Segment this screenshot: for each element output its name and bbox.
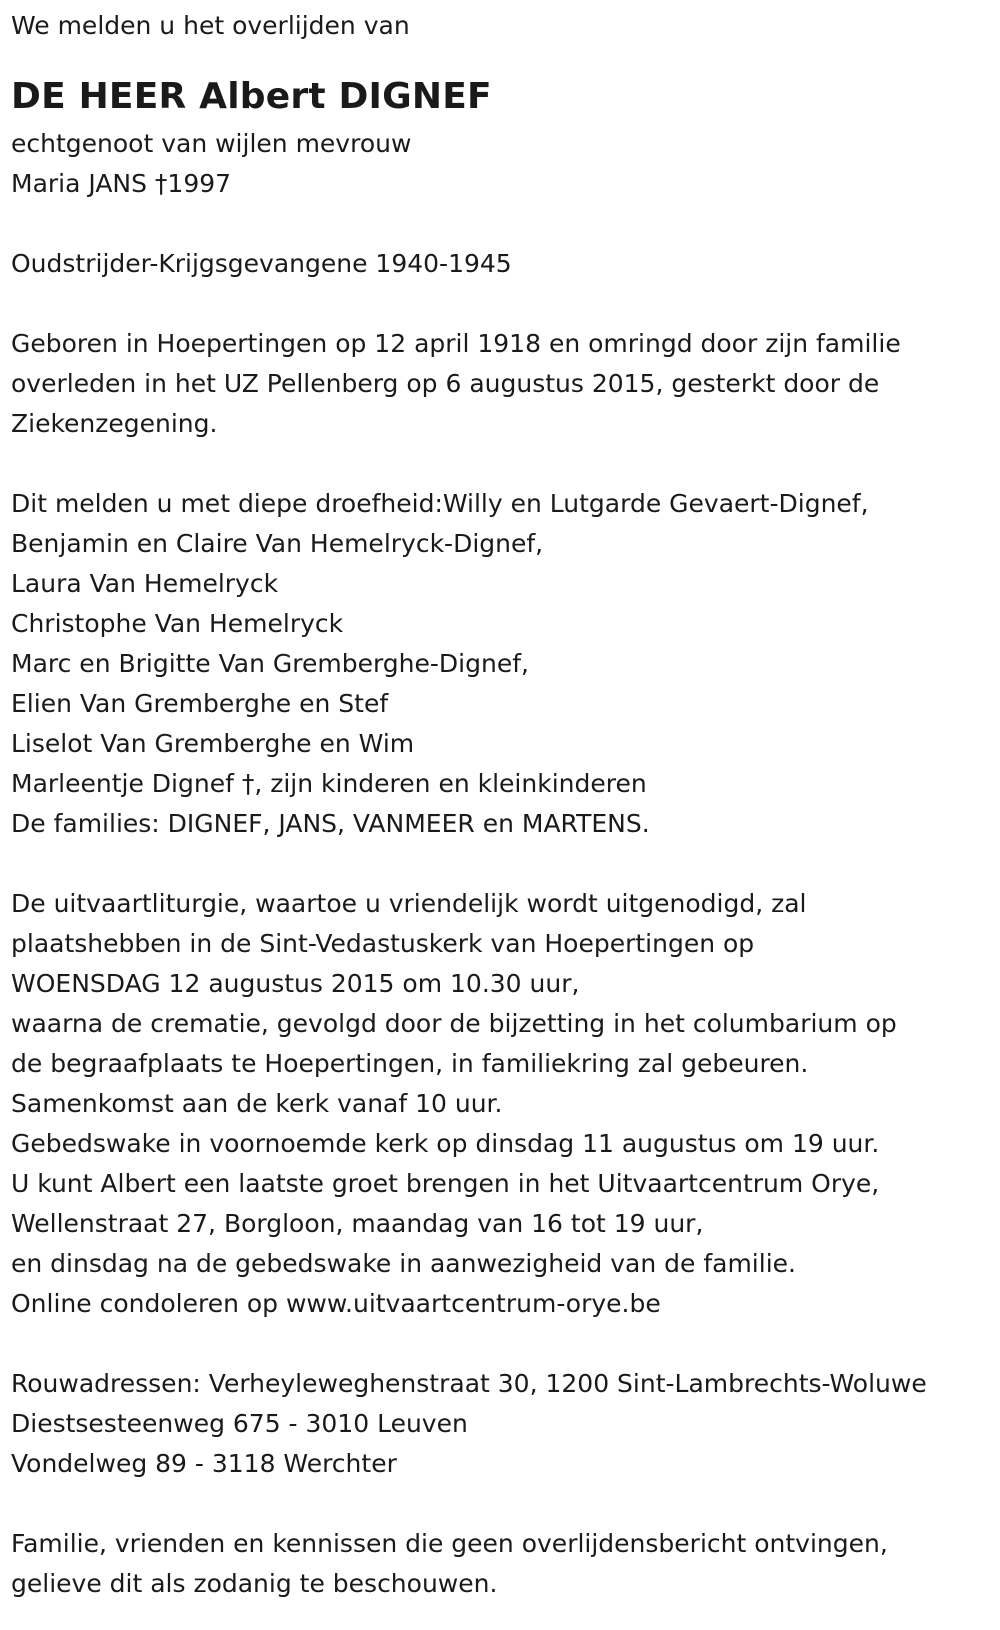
- paragraph-line: gelieve dit als zodanig te beschouwen.: [11, 1569, 498, 1598]
- family-paragraph: [11, 484, 1000, 844]
- paragraph-line: Wellenstraat 27, Borgloon, maandag van 16 tot 19 uur,: [11, 1209, 704, 1238]
- paragraph-line: U kunt Albert een laatste groet brengen in het Uitvaartcentrum Orye,: [11, 1169, 880, 1198]
- addresses-paragraph: [11, 1364, 1000, 1484]
- funeral-paragraph: [11, 884, 1000, 1324]
- paragraph-line: waarna de crematie, gevolgd door de bijzetting in het columbarium op: [11, 1009, 897, 1038]
- paragraph-line: WOENSDAG 12 augustus 2015 om 10.30 uur,: [11, 969, 580, 998]
- paragraph-line: Marc en Brigitte Van Gremberghe-Dignef,: [11, 649, 529, 678]
- deceased-name-heading: DE HEER Albert DIGNEF: [11, 76, 492, 117]
- paragraph-line: Gebedswake in voornoemde kerk op dinsdag 11 augustus om 19 uur.: [11, 1129, 880, 1158]
- paragraph-line: Liselot Van Gremberghe en Wim: [11, 729, 415, 758]
- paragraph-line: De families: DIGNEF, JANS, VANMEER en MARTENS.: [11, 809, 650, 838]
- birth-death-paragraph: [11, 324, 1000, 444]
- paragraph-line: overleden in het UZ Pellenberg op 6 augustus 2015, gesterkt door de: [11, 369, 880, 398]
- paragraph-line: Elien Van Gremberghe en Stef: [11, 689, 389, 718]
- paragraph-line: Vondelweg 89 - 3118 Werchter: [11, 1449, 397, 1478]
- paragraph-line: Dit melden u met diepe droefheid:Willy en Lutgarde Gevaert-Dignef,: [11, 489, 869, 518]
- closing-paragraph: [11, 1524, 1000, 1604]
- paragraph-line: De uitvaartliturgie, waartoe u vriendelijk wordt uitgenodigd, zal: [11, 889, 807, 918]
- intro-text: We melden u het overlijden van: [11, 11, 410, 40]
- paragraph-line: de begraafplaats te Hoepertingen, in familiekring zal gebeuren.: [11, 1049, 809, 1078]
- service-line: Oudstrijder-Krijgsgevangene 1940-1945: [11, 249, 512, 278]
- paragraph-line: Familie, vrienden en kennissen die geen overlijdensbericht ontvingen,: [11, 1529, 888, 1558]
- paragraph-line: Online condoleren op www.uitvaartcentrum-orye.be: [11, 1289, 661, 1318]
- spouse-line: echtgenoot van wijlen mevrouw: [11, 129, 412, 158]
- paragraph-line: Christophe Van Hemelryck: [11, 609, 344, 638]
- paragraph-line: Marleentje Dignef †, zijn kinderen en kleinkinderen: [11, 769, 647, 798]
- paragraph-line: Rouwadressen: Verheyleweghenstraat 30, 1200 Sint-Lambrechts-Woluwe: [11, 1369, 927, 1398]
- paragraph-line: Laura Van Hemelryck: [11, 569, 279, 598]
- paragraph-line: en dinsdag na de gebedswake in aanwezigheid van de familie.: [11, 1249, 796, 1278]
- paragraph-line: Benjamin en Claire Van Hemelryck-Dignef,: [11, 529, 544, 558]
- paragraph-line: plaatshebben in de Sint-Vedastuskerk van Hoepertingen op: [11, 929, 755, 958]
- paragraph-line: Diestsesteenweg 675 - 3010 Leuven: [11, 1409, 468, 1438]
- spouse-name-line: Maria JANS †1997: [11, 169, 232, 198]
- paragraph-line: Ziekenzegening.: [11, 409, 218, 438]
- paragraph-line: Samenkomst aan de kerk vanaf 10 uur.: [11, 1089, 503, 1118]
- paragraph-line: Geboren in Hoepertingen op 12 april 1918 en omringd door zijn familie: [11, 329, 901, 358]
